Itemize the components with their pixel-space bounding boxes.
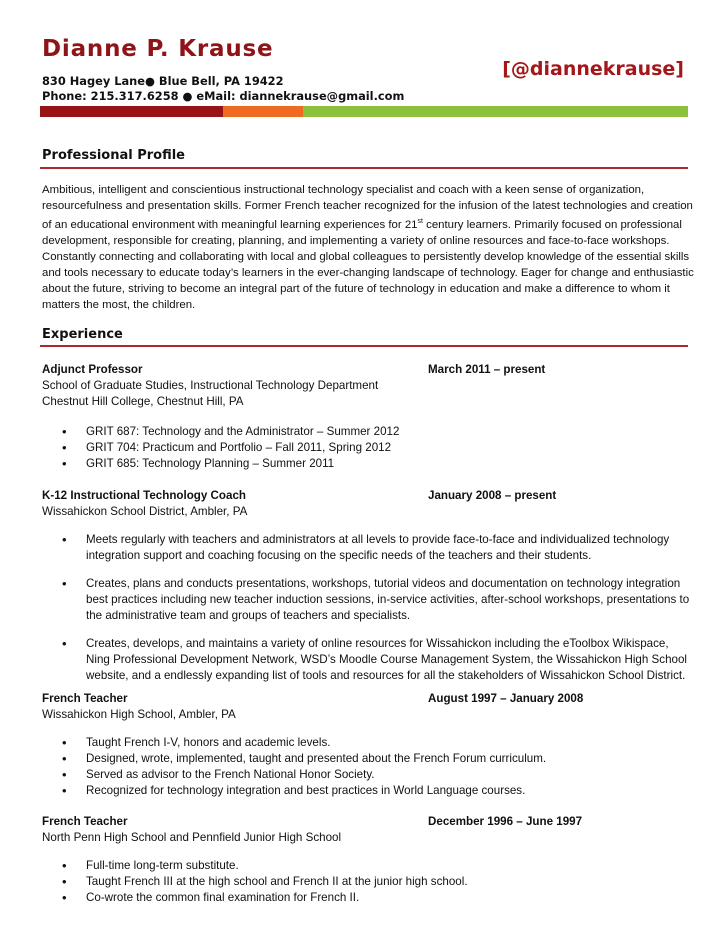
job-header xyxy=(42,814,692,830)
color-bar-orange xyxy=(223,106,303,117)
job-date: August 1997 – January 2008 xyxy=(428,692,584,705)
bullet-item: • Taught French I-V, honors and academic levels. xyxy=(42,735,692,751)
profile-text xyxy=(42,182,694,313)
job-entry xyxy=(42,691,692,799)
bullet-item: • Full-time long-term substitute. xyxy=(42,858,692,874)
color-bar-red xyxy=(40,106,223,117)
profile-text-part-2: century learners. Primarily focused on professional development, responsible for creating, planning, and implementing a variety of online resources and face-to-face workshops. Constantly connecting and collaborating with local and global colleagues to persistently develop knowledge of the essential skills and tools necessary to educate today’s learners in the ever-changing landscape of technology. Eager for change and enthusiastic about the future, striving to become an integral part of the future of technology in education and make a difference to whom it matters the most, the children. xyxy=(42,218,694,311)
job-date: March 2011 – present xyxy=(428,363,546,376)
job-entry xyxy=(42,814,692,906)
bullet-item: • Designed, wrote, implemented, taught and presented about the French Forum curriculum. xyxy=(42,751,692,767)
job-title: French Teacher xyxy=(42,815,128,828)
bullet-item: • GRIT 704: Practicum and Portfolio – Fall 2011, Spring 2012 xyxy=(42,440,692,456)
bullet-item: • Meets regularly with teachers and administrators at all levels to provide face-to-face and individualized technology integration support and coaching focusing on the specific needs of the teachers and their students. xyxy=(42,532,692,564)
job-title: Adjunct Professor xyxy=(42,363,143,376)
experience-divider xyxy=(40,345,688,347)
job-organization: Wissahickon High School, Ambler, PA xyxy=(42,708,236,721)
job-header xyxy=(42,488,692,504)
job-bullets xyxy=(42,858,692,906)
job-organization: Wissahickon School District, Ambler, PA xyxy=(42,505,248,518)
job-entry xyxy=(42,362,692,472)
job-organization: School of Graduate Studies, Instructional Technology Department xyxy=(42,379,379,392)
bullet-item: • Creates, develops, and maintains a variety of online resources for Wissahickon including the eToolbox Wikispace, Ning Professional Development Network, WSD’s Moodle Course Management System, the Wissahickon High School website, and a endlessly expanding list of tools and resources for all the stakeholders of Wissahickon School District. xyxy=(42,636,692,684)
bullet-item: • GRIT 687: Technology and the Administrator – Summer 2012 xyxy=(42,424,692,440)
job-bullets xyxy=(42,735,692,799)
bullet-item: • Creates, plans and conducts presentations, workshops, tutorial videos and documentation on technology integration best practices including new teacher induction sessions, in-service activities, after-school workshops, presentations to the administrative team and groups of teachers and specialists. xyxy=(42,576,692,624)
experience-heading: Experience xyxy=(42,327,123,342)
job-organization: North Penn High School and Pennfield Junior High School xyxy=(42,831,342,844)
bullet-item: • GRIT 685: Technology Planning – Summer 2011 xyxy=(42,456,692,472)
job-title: K-12 Instructional Technology Coach xyxy=(42,489,246,502)
bullet-item: • Recognized for technology integration and best practices in World Language courses. xyxy=(42,783,692,799)
contact-line: Phone: 215.317.6258 ● eMail: diannekrause@gmail.com xyxy=(42,89,405,103)
job-bullets xyxy=(42,424,692,472)
candidate-name: Dianne P. Krause xyxy=(42,36,274,62)
color-bar-green xyxy=(303,106,688,117)
job-title: French Teacher xyxy=(42,692,128,705)
bullet-item: • Served as advisor to the French National Honor Society. xyxy=(42,767,692,783)
job-bullets xyxy=(42,532,692,684)
job-date: January 2008 – present xyxy=(428,489,557,502)
profile-superscript: st xyxy=(417,218,423,225)
profile-text-part-1: Ambitious, intelligent and conscientious instructional technology specialist and coach with a keen sense of organization, resourcefulness and presentation skills. Former French teacher recognized for the infusion of the latest technologies and creation of an educational environment with meaningful learning experiences for 21 xyxy=(42,184,693,231)
bullet-item: • Taught French III at the high school and French II at the junior high school. xyxy=(42,874,692,890)
job-date: December 1996 – June 1997 xyxy=(428,815,583,828)
bullet-item: • Co-wrote the common final examination for French II. xyxy=(42,890,692,906)
profile-divider xyxy=(40,167,688,169)
social-handle: [@diannekrause] xyxy=(502,58,684,80)
job-header xyxy=(42,362,692,378)
job-entry xyxy=(42,488,692,696)
profile-heading: Professional Profile xyxy=(42,148,185,163)
job-location: Chestnut Hill College, Chestnut Hill, PA xyxy=(42,395,244,408)
job-header xyxy=(42,691,692,707)
address-line: 830 Hagey Lane● Blue Bell, PA 19422 xyxy=(42,74,284,88)
